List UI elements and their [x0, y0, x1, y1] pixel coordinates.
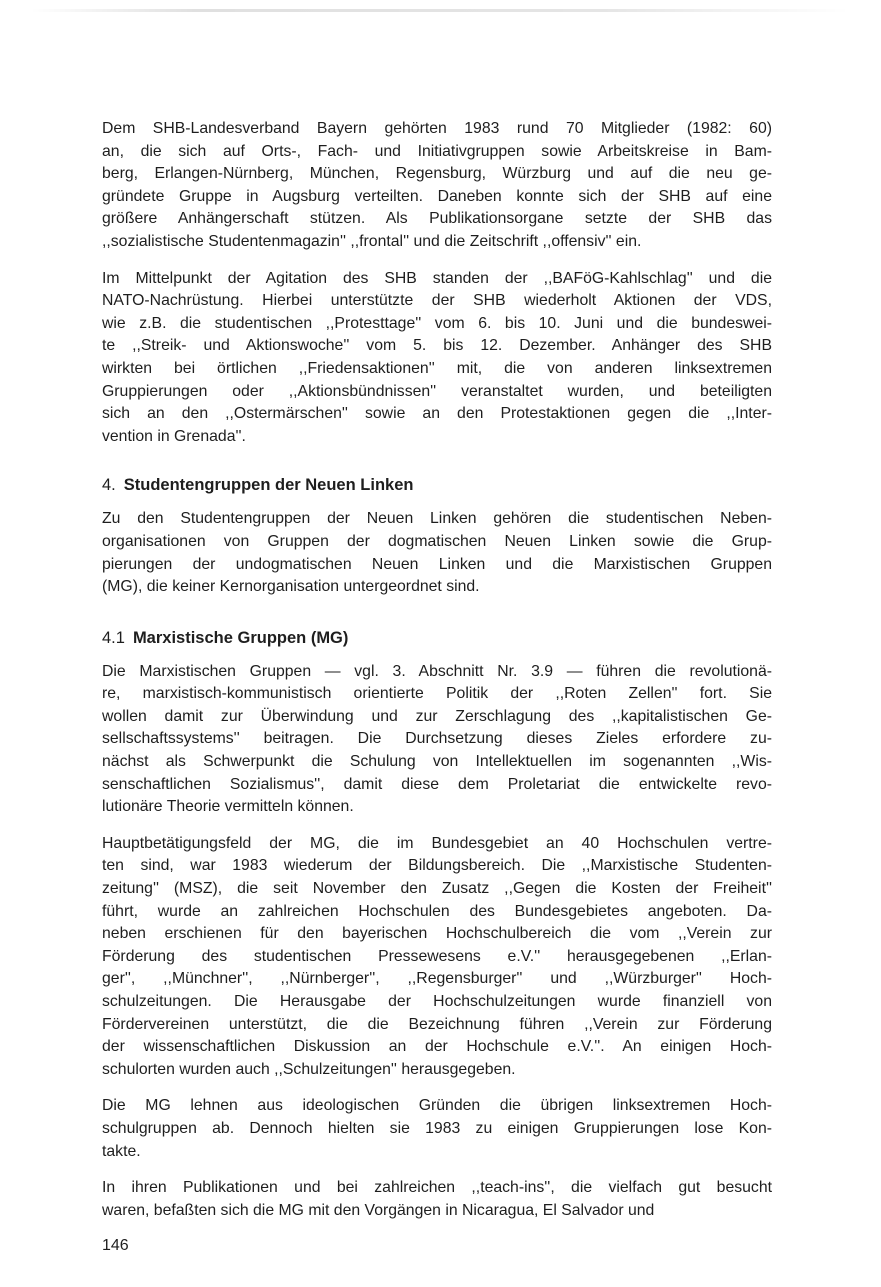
scan-top-edge [30, 9, 850, 12]
text-line: waren, befaßten sich die MG mit den Vorgängen in Nicaragua, El Salvador und [102, 1201, 655, 1219]
body-paragraph [102, 1177, 772, 1222]
text-line: berg, Erlangen-Nürnberg, München, Regensburg, Würzburg und auf die neu ge- [102, 165, 772, 183]
text-line: Förderung des studentischen Pressewesens e.V.'' herausgegebenen ,,Erlan- [102, 947, 772, 965]
text-line: gründete Gruppe in Augsburg verteilten. Daneben konnte sich der SHB auf eine [102, 187, 772, 205]
text-line: wie z.B. die studentischen ,,Protesttage'' vom 6. bis 10. Juni und die bundeswei- [102, 314, 772, 332]
text-line: lutionäre Theorie vermitteln können. [102, 798, 354, 816]
section-heading [102, 474, 772, 496]
text-line: organisationen von Gruppen der dogmatischen Neuen Linken sowie die Grup- [102, 532, 772, 550]
text-line: an, die sich auf Orts-, Fach- und Initiativgruppen sowie Arbeitskreise in Bam- [102, 142, 772, 160]
page-number: 146 [102, 1237, 129, 1254]
section-title: Studentengruppen der Neuen Linken [123, 476, 414, 495]
text-line: takte. [102, 1142, 141, 1160]
text-line: Die MG lehnen aus ideologischen Gründen die übrigen linksextremen Hoch- [102, 1097, 772, 1115]
text-line: wirkten bei örtlichen ,,Friedensaktionen'' mit, die von anderen linksextremen [102, 359, 772, 377]
body-paragraph [102, 1095, 772, 1163]
body-paragraph [102, 833, 772, 1082]
page-body [102, 118, 772, 1234]
text-line: schulgruppen ab. Dennoch hielten sie 1983 zu einigen Gruppierungen lose Kon- [102, 1119, 772, 1137]
text-line: Fördervereinen unterstützt, die die Bezeichnung führen ,,Verein zur Förderung [102, 1015, 772, 1033]
text-line: neben erschienen für den bayerischen Hochschulbereich die vom ,,Verein zur [102, 925, 772, 943]
text-line: te ,,Streik- und Aktionswoche'' vom 5. bis 12. Dezember. Anhänger des SHB [102, 337, 772, 355]
text-line: re, marxistisch-kommunistisch orientierte Politik der ,,Roten Zellen'' fort. Sie [102, 685, 772, 703]
text-line: senschaftlichen Sozialismus'', damit diese dem Proletariat die entwickelte revo- [102, 775, 772, 793]
text-line: ten sind, war 1983 wiederum der Bildungsbereich. Die ,,Marxistische Studenten- [102, 857, 772, 875]
text-line: der wissenschaftlichen Diskussion an der Hochschule e.V.''. An einigen Hoch- [102, 1038, 772, 1056]
body-paragraph [102, 268, 772, 449]
text-line: sich an den ,,Ostermärschen'' sowie an den Protestaktionen gegen die ,,Inter- [102, 405, 772, 423]
text-line: führt, wurde an zahlreichen Hochschulen des Bundesgebietes angeboten. Da- [102, 902, 772, 920]
text-line: ger'', ,,Münchner'', ,,Nürnberger'', ,,Regensburger'' und ,,Würzburger'' Hoch- [102, 970, 772, 988]
text-line: pierungen der undogmatischen Neuen Linken und die Marxistischen Gruppen [102, 555, 772, 573]
text-line: sellschaftssystems'' beitragen. Die Durchsetzung dieses Zieles erfordere zu- [102, 730, 772, 748]
section-heading [102, 627, 772, 649]
text-line: Im Mittelpunkt der Agitation des SHB standen der ,,BAFöG-Kahlschlag'' und die [102, 269, 772, 287]
section-number: 4.1 [102, 628, 125, 647]
body-paragraph [102, 508, 772, 598]
text-line: schulorten wurden auch ,,Schulzeitungen'' herausgegeben. [102, 1060, 516, 1078]
body-paragraph [102, 118, 772, 254]
text-line: Hauptbetätigungsfeld der MG, die im Bundesgebiet an 40 Hochschulen vertre- [102, 834, 772, 852]
text-line: zeitung'' (MSZ), die seit November den Zusatz ,,Gegen die Kosten der Freiheit'' [102, 880, 772, 898]
text-line: NATO-Nachrüstung. Hierbei unterstützte der SHB wiederholt Aktionen der VDS, [102, 292, 772, 310]
text-line: Zu den Studentengruppen der Neuen Linken gehören die studentischen Neben- [102, 510, 772, 528]
text-line: größere Anhängerschaft stützen. Als Publikationsorgane setzte der SHB das [102, 210, 772, 228]
text-line: vention in Grenada''. [102, 427, 246, 445]
text-line: Die Marxistischen Gruppen — vgl. 3. Abschnitt Nr. 3.9 — führen die revolutionä- [102, 662, 772, 680]
body-paragraph [102, 661, 772, 819]
section-number: 4. [102, 476, 116, 495]
text-line: Gruppierungen oder ,,Aktionsbündnissen'' veranstaltet wurden, und beteiligten [102, 382, 772, 400]
section-title: Marxistische Gruppen (MG) [132, 628, 349, 647]
text-line: nächst als Schwerpunkt die Schulung von Intellektuellen im sogenannten ,,Wis- [102, 753, 772, 771]
text-line: Dem SHB-Landesverband Bayern gehörten 1983 rund 70 Mitglieder (1982: 60) [102, 120, 772, 137]
text-line: ,,sozialistische Studentenmagazin'' ,,frontal'' und die Zeitschrift ,,offensiv'' ein. [102, 232, 642, 250]
text-line: In ihren Publikationen und bei zahlreichen ,,teach-ins'', die vielfach gut besucht [102, 1179, 772, 1197]
text-line: schulzeitungen. Die Herausgabe der Hochschulzeitungen wurde finanziell von [102, 993, 772, 1010]
text-line: (MG), die keiner Kernorganisation untergeordnet sind. [102, 578, 480, 596]
text-line: wollen damit zur Überwindung und zur Zerschlagung des ,,kapitalistischen Ge- [102, 707, 772, 725]
